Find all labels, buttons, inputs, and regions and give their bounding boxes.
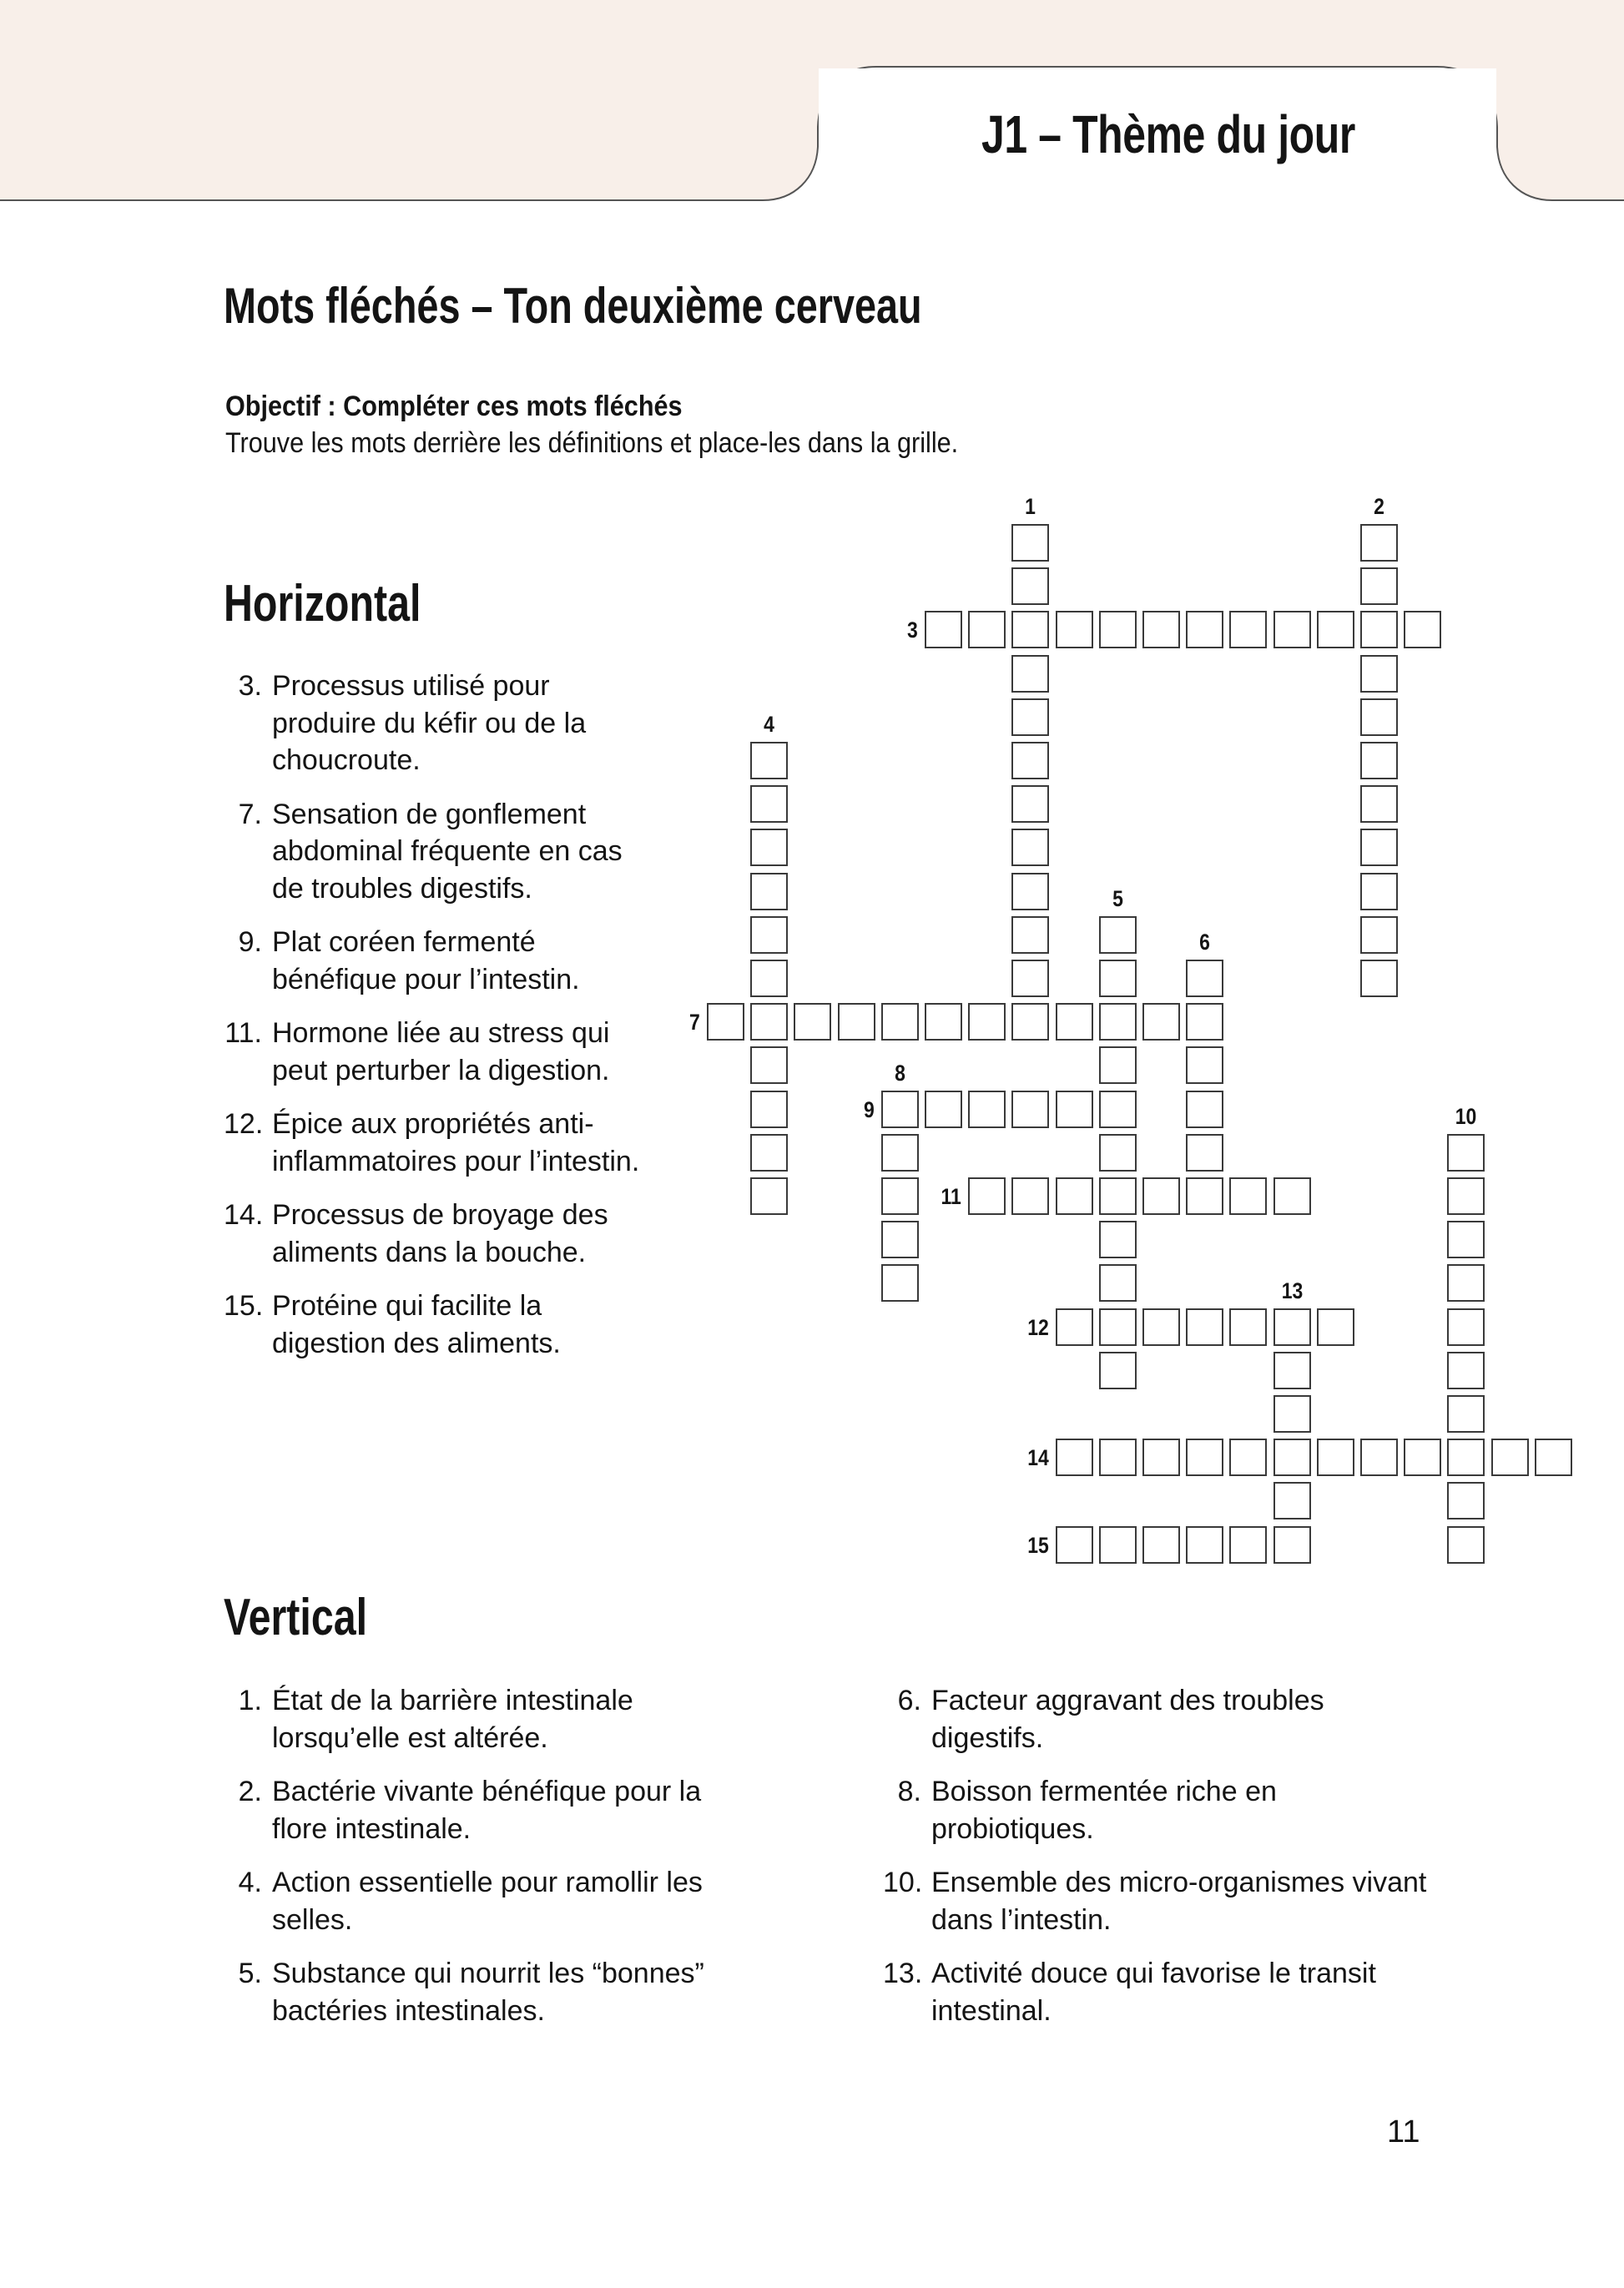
grid-cell[interactable] bbox=[881, 1264, 919, 1302]
grid-cell[interactable] bbox=[1011, 1003, 1049, 1041]
grid-cell[interactable] bbox=[1186, 960, 1223, 997]
clue-number-label: 12 bbox=[1026, 1314, 1049, 1340]
clue-text: Processus utilisé pour produire du kéfir ou de la choucroute. bbox=[272, 670, 587, 776]
grid-cell[interactable] bbox=[1099, 1134, 1137, 1172]
clue-text: Activité douce qui favorise le transit intestinal. bbox=[931, 1958, 1376, 2027]
horizontal-clues bbox=[224, 668, 658, 1378]
grid-cell[interactable] bbox=[1056, 1439, 1093, 1476]
grid-cell[interactable] bbox=[750, 1003, 788, 1041]
clue-number: 15. bbox=[224, 1290, 264, 1322]
grid-cell[interactable] bbox=[1099, 1003, 1137, 1041]
clue-number-label: 1 bbox=[1025, 494, 1036, 519]
objective-text: Trouve les mots derrière les définitions et place-les dans la grille. bbox=[225, 427, 959, 459]
clue-text: Sensation de gonflement abdominal fréquente en cas de troubles digestifs. bbox=[272, 798, 623, 905]
grid-cell[interactable] bbox=[1317, 1308, 1354, 1346]
clue-number: 4. bbox=[238, 1867, 262, 1898]
clue-number-label: 7 bbox=[688, 1010, 700, 1036]
grid-cell[interactable] bbox=[1056, 1091, 1093, 1128]
clue-number-label: 2 bbox=[1374, 494, 1384, 519]
clue-number-label: 9 bbox=[863, 1096, 875, 1122]
grid-cell[interactable] bbox=[1447, 1439, 1485, 1476]
grid-cell[interactable] bbox=[750, 1177, 788, 1215]
clue-text: Hormone liée au stress qui peut perturber la digestion. bbox=[272, 1017, 610, 1086]
grid-cell[interactable] bbox=[1011, 916, 1049, 954]
grid-cell[interactable] bbox=[1360, 655, 1398, 693]
grid-cell[interactable] bbox=[1099, 1046, 1137, 1084]
grid-cell[interactable] bbox=[1360, 742, 1398, 779]
grid-cell[interactable] bbox=[1535, 1439, 1572, 1476]
grid-cell[interactable] bbox=[1229, 1526, 1267, 1564]
grid-cell[interactable] bbox=[1447, 1177, 1485, 1215]
grid-cell[interactable] bbox=[1099, 916, 1137, 954]
clue-number-label: 6 bbox=[1199, 930, 1211, 955]
grid-cell[interactable] bbox=[1186, 1439, 1223, 1476]
grid-cell[interactable] bbox=[1360, 960, 1398, 997]
grid-cell[interactable] bbox=[1360, 829, 1398, 866]
grid-cell[interactable] bbox=[1317, 611, 1354, 648]
grid-cell[interactable] bbox=[968, 611, 1006, 648]
clue-number: 6. bbox=[897, 1685, 921, 1716]
grid-cell[interactable] bbox=[1099, 611, 1137, 648]
grid-cell[interactable] bbox=[750, 785, 788, 823]
clue-item bbox=[224, 1288, 658, 1362]
grid-cell[interactable] bbox=[968, 1003, 1006, 1041]
grid-cell[interactable] bbox=[1447, 1308, 1485, 1346]
grid-cell[interactable] bbox=[1447, 1221, 1485, 1258]
clue-number-label: 8 bbox=[894, 1060, 905, 1086]
clue-number: 3. bbox=[238, 670, 262, 702]
grid-cell[interactable] bbox=[707, 1003, 744, 1041]
grid-cell[interactable] bbox=[1360, 1439, 1398, 1476]
grid-cell[interactable] bbox=[1273, 1352, 1311, 1389]
grid-cell[interactable] bbox=[838, 1003, 875, 1041]
horizontal-title: Horizontal bbox=[224, 575, 421, 632]
grid-cell[interactable] bbox=[1011, 873, 1049, 910]
grid-cell[interactable] bbox=[1186, 611, 1223, 648]
grid-cell[interactable] bbox=[1011, 960, 1049, 997]
grid-cell[interactable] bbox=[1229, 1439, 1267, 1476]
clue-item bbox=[224, 668, 658, 779]
grid-cell[interactable] bbox=[1011, 655, 1049, 693]
header-title: J1 – Thème du jour bbox=[981, 104, 1355, 164]
grid-cell[interactable] bbox=[881, 1091, 919, 1128]
grid-cell[interactable] bbox=[1404, 1439, 1441, 1476]
grid-cell[interactable] bbox=[1056, 1003, 1093, 1041]
grid-cell[interactable] bbox=[925, 1003, 962, 1041]
clue-item bbox=[224, 1015, 658, 1089]
clue-number: 8. bbox=[897, 1776, 921, 1807]
grid-cell[interactable] bbox=[1360, 698, 1398, 736]
grid-cell[interactable] bbox=[968, 1091, 1006, 1128]
clue-number-label: 14 bbox=[1026, 1445, 1049, 1471]
grid-cell[interactable] bbox=[1273, 1308, 1311, 1346]
grid-cell[interactable] bbox=[1317, 1439, 1354, 1476]
page-title: Mots fléchés – Ton deuxième cerveau bbox=[224, 278, 922, 334]
grid-cell[interactable] bbox=[925, 1091, 962, 1128]
grid-cell[interactable] bbox=[1229, 1177, 1267, 1215]
clue-number-label: 4 bbox=[764, 712, 775, 737]
grid-cell[interactable] bbox=[1186, 1308, 1223, 1346]
clue-number: 9. bbox=[238, 926, 262, 958]
clue-number-label: 10 bbox=[1455, 1103, 1477, 1129]
grid-cell[interactable] bbox=[1229, 611, 1267, 648]
clue-item bbox=[883, 1955, 1434, 2029]
clue-number-label: 5 bbox=[1112, 885, 1123, 911]
grid-cell[interactable] bbox=[750, 1134, 788, 1172]
grid-cell[interactable] bbox=[881, 1177, 919, 1215]
clue-number: 11. bbox=[224, 1017, 262, 1049]
clue-item bbox=[224, 924, 658, 998]
clue-text: Substance qui nourrit les “bonnes” bactéries intestinales. bbox=[272, 1958, 704, 2027]
grid-cell[interactable] bbox=[1360, 873, 1398, 910]
grid-cell[interactable] bbox=[1186, 1046, 1223, 1084]
grid-cell[interactable] bbox=[1447, 1264, 1485, 1302]
grid-cell[interactable] bbox=[1142, 1003, 1180, 1041]
grid-cell[interactable] bbox=[1360, 785, 1398, 823]
clue-item bbox=[883, 1682, 1434, 1756]
grid-cell[interactable] bbox=[1186, 1526, 1223, 1564]
grid-cell[interactable] bbox=[1099, 1177, 1137, 1215]
grid-cell[interactable] bbox=[750, 742, 788, 779]
grid-cell[interactable] bbox=[1142, 1439, 1180, 1476]
page-number: 11 bbox=[1387, 2114, 1420, 2149]
grid-cell[interactable] bbox=[1056, 1177, 1093, 1215]
grid-cell[interactable] bbox=[1099, 1526, 1137, 1564]
clue-text: Action essentielle pour ramollir les selles. bbox=[272, 1867, 703, 1936]
grid-cell[interactable] bbox=[1273, 1526, 1311, 1564]
clue-text: Facteur aggravant des troubles digestifs. bbox=[931, 1685, 1324, 1754]
grid-cell[interactable] bbox=[1099, 1352, 1137, 1389]
grid-cell[interactable] bbox=[794, 1003, 831, 1041]
grid-cell[interactable] bbox=[1099, 1091, 1137, 1128]
grid-cell[interactable] bbox=[1447, 1352, 1485, 1389]
objective-label: Objectif : Compléter ces mots fléchés bbox=[225, 391, 683, 422]
grid-cell[interactable] bbox=[1099, 1221, 1137, 1258]
grid-cell[interactable] bbox=[1273, 611, 1311, 648]
grid-cell[interactable] bbox=[968, 1177, 1006, 1215]
grid-cell[interactable] bbox=[881, 1221, 919, 1258]
grid-cell[interactable] bbox=[750, 873, 788, 910]
vertical-clues-left bbox=[224, 1682, 741, 2046]
grid-cell[interactable] bbox=[1360, 611, 1398, 648]
clue-item bbox=[224, 796, 658, 908]
grid-cell[interactable] bbox=[1011, 829, 1049, 866]
grid-cell[interactable] bbox=[750, 1091, 788, 1128]
clue-item bbox=[224, 1682, 741, 1756]
grid-cell[interactable] bbox=[1186, 1177, 1223, 1215]
grid-cell[interactable] bbox=[1142, 1177, 1180, 1215]
clue-text: État de la barrière intestinale lorsqu’elle est altérée. bbox=[272, 1685, 633, 1754]
clue-text: Plat coréen fermenté bénéfique pour l’intestin. bbox=[272, 926, 580, 995]
clue-text: Ensemble des micro-organismes vivant dans l’intestin. bbox=[931, 1867, 1427, 1936]
grid-cell[interactable] bbox=[1011, 785, 1049, 823]
grid-cell[interactable] bbox=[1011, 742, 1049, 779]
grid-cell[interactable] bbox=[1099, 1439, 1137, 1476]
clue-number: 14. bbox=[224, 1199, 264, 1231]
grid-cell[interactable] bbox=[1404, 611, 1441, 648]
grid-cell[interactable] bbox=[1056, 1526, 1093, 1564]
grid-cell[interactable] bbox=[1273, 1439, 1311, 1476]
grid-cell[interactable] bbox=[1011, 698, 1049, 736]
clue-text: Processus de broyage des aliments dans la bouche. bbox=[272, 1199, 608, 1268]
clue-number: 5. bbox=[238, 1958, 262, 1989]
vertical-title: Vertical bbox=[224, 1589, 368, 1646]
clue-number: 12. bbox=[224, 1108, 264, 1140]
clue-item bbox=[883, 1864, 1434, 1938]
grid-cell[interactable] bbox=[881, 1134, 919, 1172]
grid-cell[interactable] bbox=[1011, 1177, 1049, 1215]
grid-cell[interactable] bbox=[1056, 1308, 1093, 1346]
grid-cell[interactable] bbox=[1142, 1308, 1180, 1346]
grid-cell[interactable] bbox=[1099, 1308, 1137, 1346]
grid-cell[interactable] bbox=[1056, 611, 1093, 648]
clue-number: 2. bbox=[238, 1776, 262, 1807]
grid-cell[interactable] bbox=[1273, 1177, 1311, 1215]
grid-cell[interactable] bbox=[1273, 1395, 1311, 1433]
header-band bbox=[0, 0, 1624, 202]
grid-cell[interactable] bbox=[1011, 567, 1049, 605]
grid-cell[interactable] bbox=[1011, 524, 1049, 562]
grid-cell[interactable] bbox=[1273, 1482, 1311, 1519]
clue-text: Protéine qui facilite la digestion des aliments. bbox=[272, 1290, 561, 1359]
grid-cell[interactable] bbox=[1447, 1482, 1485, 1519]
clue-number-label: 3 bbox=[906, 617, 918, 643]
grid-cell[interactable] bbox=[1447, 1134, 1485, 1172]
grid-cell[interactable] bbox=[1447, 1395, 1485, 1433]
clue-item bbox=[224, 1864, 741, 1938]
clue-item bbox=[224, 1955, 741, 2029]
clue-number: 10. bbox=[883, 1867, 923, 1898]
grid-cell[interactable] bbox=[1142, 611, 1180, 648]
grid-cell[interactable] bbox=[1011, 1091, 1049, 1128]
clue-text: Épice aux propriétés anti-inflammatoires pour l’intestin. bbox=[272, 1108, 640, 1177]
grid-cell[interactable] bbox=[750, 960, 788, 997]
clue-item bbox=[224, 1197, 658, 1271]
grid-cell[interactable] bbox=[1099, 960, 1137, 997]
clue-number: 13. bbox=[883, 1958, 923, 1989]
grid-cell[interactable] bbox=[1229, 1308, 1267, 1346]
grid-cell[interactable] bbox=[1186, 1091, 1223, 1128]
grid-cell[interactable] bbox=[750, 1046, 788, 1084]
grid-cell[interactable] bbox=[1186, 1003, 1223, 1041]
grid-cell[interactable] bbox=[1491, 1439, 1529, 1476]
grid-cell[interactable] bbox=[1011, 611, 1049, 648]
grid-cell[interactable] bbox=[1447, 1526, 1485, 1564]
clue-text: Boisson fermentée riche en probiotiques. bbox=[931, 1776, 1277, 1845]
grid-cell[interactable] bbox=[1142, 1526, 1180, 1564]
clue-number-label: 11 bbox=[941, 1184, 961, 1209]
grid-cell[interactable] bbox=[1360, 916, 1398, 954]
clue-item bbox=[224, 1773, 741, 1847]
grid-cell[interactable] bbox=[750, 916, 788, 954]
grid-cell[interactable] bbox=[1099, 1264, 1137, 1302]
grid-cell[interactable] bbox=[1360, 524, 1398, 562]
grid-cell[interactable] bbox=[750, 829, 788, 866]
vertical-clues-right bbox=[883, 1682, 1434, 2046]
clue-item bbox=[883, 1773, 1434, 1847]
grid-cell[interactable] bbox=[1186, 1134, 1223, 1172]
clue-text: Bactérie vivante bénéfique pour la flore intestinale. bbox=[272, 1776, 702, 1845]
clue-number-label: 13 bbox=[1281, 1278, 1303, 1303]
clue-item bbox=[224, 1106, 658, 1180]
grid-cell[interactable] bbox=[925, 611, 962, 648]
grid-cell[interactable] bbox=[881, 1003, 919, 1041]
clue-number: 1. bbox=[238, 1685, 262, 1716]
clue-number-label: 15 bbox=[1026, 1532, 1049, 1558]
grid-cell[interactable] bbox=[1360, 567, 1398, 605]
clue-number: 7. bbox=[238, 798, 262, 830]
